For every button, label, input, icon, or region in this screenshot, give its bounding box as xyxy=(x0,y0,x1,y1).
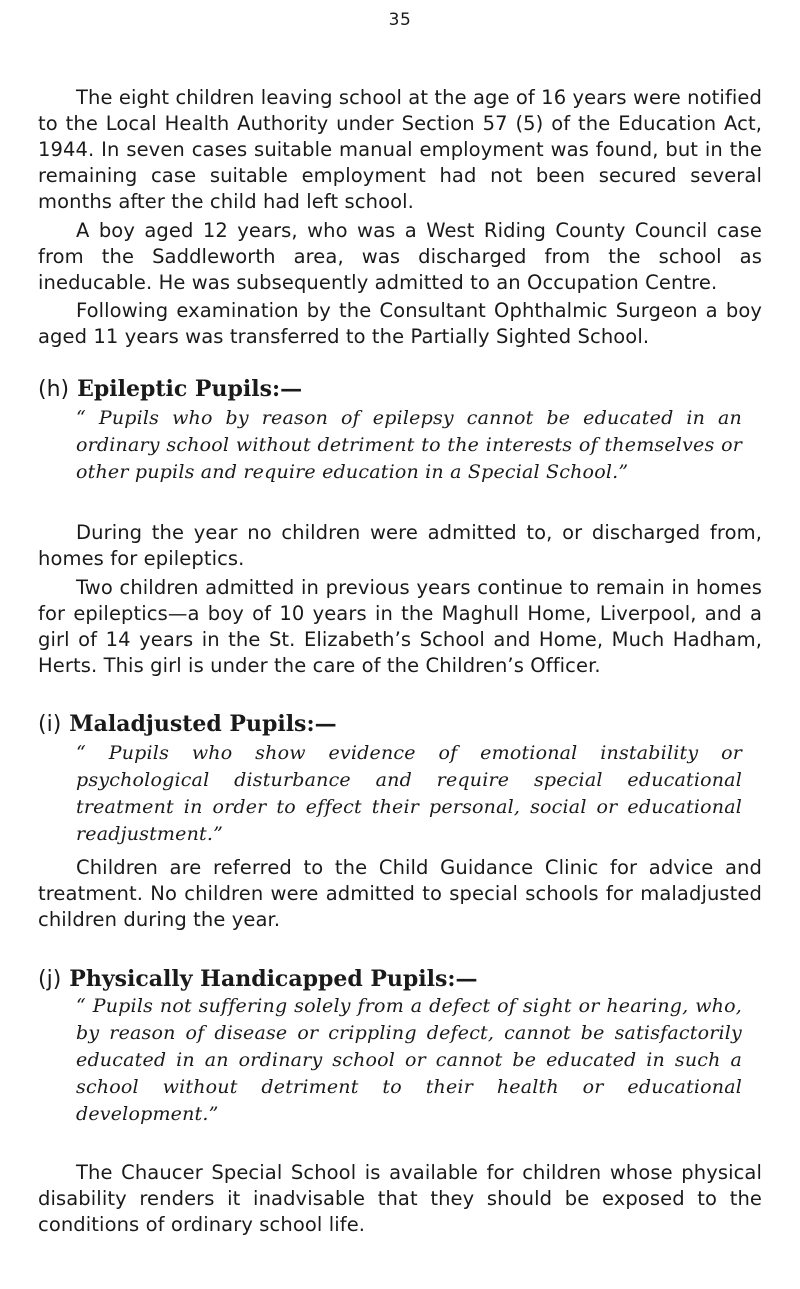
paragraph-school-leavers: The eight children leaving school at the age of 16 years were notified to the Local Health Authority under Section 57 (5) of the Education Act, 1944. In seven cases suitable manual employment was found, but in the remaining case suitable employment had not been secured several months after the child had left school. xyxy=(38,86,762,213)
section-label: (h) xyxy=(38,377,70,402)
heading-maladjusted-pupils xyxy=(38,710,762,739)
definition-physically-handicapped-pupils: “ Pupils not suffering solely from a defect of sight or hearing, who, by reason of disease or crippling defect, cannot be satisfactorily educated in an ordinary school or cannot be educated in such a school without detriment to their health or educational development.” xyxy=(76,995,742,1125)
section-label: (j) xyxy=(38,967,62,992)
paragraph-chaucer-school: The Chaucer Special School is available for children whose physical disability renders it inadvisable that they should be exposed to the conditions of ordinary school life. xyxy=(38,1161,762,1236)
heading-physically-handicapped-pupils xyxy=(38,965,762,994)
definition-epileptic-pupils: “ Pupils who by reason of epilepsy cannot be educated in an ordinary school without detriment to the interests of themselves or other pupils and require education in a Special School.” xyxy=(76,407,742,483)
section-title: Physically Handicapped Pupils:— xyxy=(69,966,478,992)
paragraph-epileptic-children: Two children admitted in previous years continue to remain in homes for epileptics—a boy of 10 years in the Maghull Home, Liverpool, and a girl of 14 years in the St. Elizabeth’s School and Home, Much Hadham, Herts. This girl is under the care of the Children’s Officer. xyxy=(38,576,762,677)
paragraph-child-guidance: Children are referred to the Child Guidance Clinic for advice and treatment. No children were admitted to special schools for maladjusted children during the year. xyxy=(38,856,762,931)
definition-maladjusted-pupils: “ Pupils who show evidence of emotional instability or psychological disturbance and require special educational treatment in order to effect their personal, social or educational readjustment.” xyxy=(76,742,742,845)
page-number: 35 xyxy=(388,10,412,30)
section-title: Maladjusted Pupils:— xyxy=(69,711,337,737)
paragraph-epileptic-homes: During the year no children were admitted to, or discharged from, homes for epileptics. xyxy=(38,521,762,570)
section-title: Epileptic Pupils:— xyxy=(77,376,303,402)
paragraph-partially-sighted: Following examination by the Consultant Ophthalmic Surgeon a boy aged 11 years was transferred to the Partially Sighted School. xyxy=(38,299,762,348)
section-label: (i) xyxy=(38,712,62,737)
paragraph-ineducable-boy: A boy aged 12 years, who was a West Riding County Council case from the Saddleworth area, was discharged from the school as ineducable. He was subsequently admitted to an Occupation Centre. xyxy=(38,219,762,294)
heading-epileptic-pupils xyxy=(38,375,762,404)
